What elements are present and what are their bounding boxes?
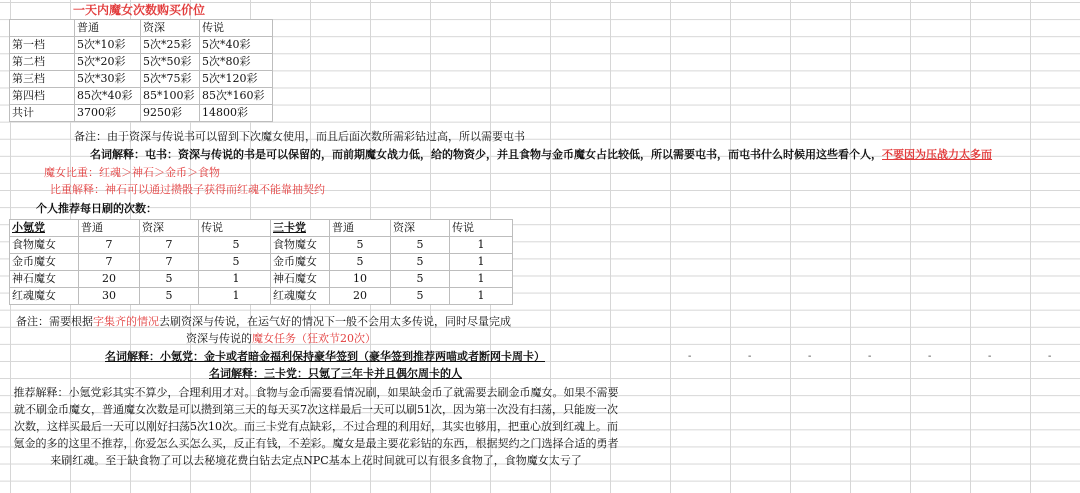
cell[interactable]: 5次*50彩 [141, 54, 200, 71]
cell[interactable]: 5次*20彩 [75, 54, 141, 71]
cell[interactable]: 资深 [391, 220, 450, 237]
cell[interactable]: 资深 [140, 220, 199, 237]
cell[interactable]: 1 [199, 288, 274, 305]
cell[interactable]: 20 [79, 271, 140, 288]
recommend-title: 个人推荐每日刷的次数： [36, 202, 157, 215]
cell[interactable]: 红魂魔女 [10, 288, 79, 305]
dash-mark: - [808, 351, 812, 362]
cell[interactable]: 85次*40彩 [75, 88, 141, 105]
table-row [271, 254, 513, 271]
cell[interactable]: 第四档 [10, 88, 75, 105]
cell[interactable]: 资深 [141, 20, 200, 37]
cell[interactable]: 7 [79, 237, 140, 254]
table-row [10, 54, 273, 71]
table-row [10, 105, 273, 122]
cell[interactable]: 5次*40彩 [200, 37, 273, 54]
cell[interactable]: 7 [140, 237, 199, 254]
cell[interactable]: 5 [199, 254, 274, 271]
table-row [271, 237, 513, 254]
table-row [10, 71, 273, 88]
cell[interactable]: 5 [391, 288, 450, 305]
dash-mark: - [868, 351, 872, 362]
xiaoke-table [9, 219, 274, 305]
cell[interactable]: 食物魔女 [271, 237, 330, 254]
dash-mark: - [688, 351, 692, 362]
table-row [271, 271, 513, 288]
cell[interactable]: 传说 [199, 220, 274, 237]
cell[interactable]: 1 [450, 271, 513, 288]
cell[interactable]: 5次*80彩 [200, 54, 273, 71]
cell[interactable]: 7 [140, 254, 199, 271]
dash-mark: - [988, 351, 992, 362]
cell[interactable]: 5 [330, 254, 391, 271]
cell[interactable]: 第三档 [10, 71, 75, 88]
cell[interactable]: 10 [330, 271, 391, 288]
term-1-text: 名词解释：屯书：资深与传说的书是可以保留的，而前期魔女战力低，给的物资少，并且食物与金币魔女占比较低，所以需要屯书，而屯书什么时候用这些看个人， [90, 148, 882, 161]
cell[interactable]: 5 [330, 237, 391, 254]
ratio-note: 比重解释：神石可以通过攒骰子获得而红魂不能靠抽契约 [50, 183, 325, 196]
cell[interactable]: 7 [79, 254, 140, 271]
cell[interactable]: 小氪党 [10, 220, 79, 237]
cell[interactable]: 3700彩 [75, 105, 141, 122]
cell[interactable]: 食物魔女 [10, 237, 79, 254]
table-row [271, 288, 513, 305]
note-1: 备注：由于资深与传说书可以留到下次魔女使用，而且后面次数所需彩钻过高，所以需要屯书 [74, 130, 525, 143]
table-row [10, 271, 274, 288]
note-3-highlight: 魔女任务（狂欢节20次） [252, 332, 376, 345]
price-table [9, 19, 273, 122]
cell[interactable]: 5 [391, 254, 450, 271]
cell[interactable]: 红魂魔女 [271, 288, 330, 305]
cell[interactable]: 共计 [10, 105, 75, 122]
cell[interactable]: 5 [140, 271, 199, 288]
cell[interactable]: 三卡党 [271, 220, 330, 237]
table-row [10, 37, 273, 54]
sheet-title: 一天内魔女次数购买价位 [73, 3, 206, 17]
cell[interactable]: 5 [199, 237, 274, 254]
note-2-highlight: 字集齐的情况 [93, 315, 159, 328]
cell[interactable]: 神石魔女 [271, 271, 330, 288]
cell[interactable]: 5次*75彩 [141, 71, 200, 88]
term-2: 名词解释：小氪党：金卡或者暗金福利保持豪华签到（豪华签到推荐两喵或者断网卡周卡） [105, 350, 545, 363]
cell[interactable]: 普通 [330, 220, 391, 237]
note-2 [16, 313, 511, 330]
cell[interactable]: 30 [79, 288, 140, 305]
note-3 [186, 330, 376, 347]
cell[interactable]: 传说 [200, 20, 273, 37]
cell[interactable]: 85*100彩 [141, 88, 200, 105]
cell[interactable]: 普通 [79, 220, 140, 237]
table-row [10, 220, 274, 237]
cell[interactable]: 金币魔女 [10, 254, 79, 271]
term-3: 名词解释：三卡党：只氪了三年卡并且偶尔周卡的人 [209, 367, 462, 380]
ratio-line: 魔女比重：红魂＞神石＞金币＞食物 [44, 166, 220, 179]
table-row [10, 237, 274, 254]
cell[interactable] [10, 20, 75, 37]
cell[interactable]: 5 [140, 288, 199, 305]
cell[interactable]: 20 [330, 288, 391, 305]
term-1-warning: 不要因为压战力太多而 [882, 148, 992, 161]
cell[interactable]: 5次*25彩 [141, 37, 200, 54]
cell[interactable]: 1 [450, 254, 513, 271]
cell[interactable]: 1 [199, 271, 274, 288]
note-2-b: 去刷资深与传说，在运气好的情况下一般不会用太多传说，同时尽量完成 [159, 315, 511, 328]
cell[interactable]: 传说 [450, 220, 513, 237]
dash-mark: - [748, 351, 752, 362]
price-table-header [10, 20, 273, 37]
table-row [10, 288, 274, 305]
cell[interactable]: 第二档 [10, 54, 75, 71]
cell[interactable]: 5 [391, 271, 450, 288]
cell[interactable]: 第一档 [10, 37, 75, 54]
sanka-table [270, 219, 513, 305]
table-row [10, 88, 273, 105]
cell[interactable]: 14800彩 [200, 105, 273, 122]
cell[interactable]: 9250彩 [141, 105, 200, 122]
cell[interactable]: 1 [450, 288, 513, 305]
cell[interactable]: 5次*10彩 [75, 37, 141, 54]
note-3-a: 资深与传说的 [186, 332, 252, 345]
note-2-a: 备注：需要根据 [16, 315, 93, 328]
cell[interactable]: 普通 [75, 20, 141, 37]
dash-mark: - [928, 351, 932, 362]
table-row [10, 254, 274, 271]
cell[interactable]: 5次*120彩 [200, 71, 273, 88]
table-row [271, 220, 513, 237]
cell[interactable]: 5次*30彩 [75, 71, 141, 88]
term-1 [90, 146, 992, 163]
cell[interactable]: 神石魔女 [10, 271, 79, 288]
cell[interactable]: 85次*160彩 [200, 88, 273, 105]
dash-mark: - [1048, 351, 1052, 362]
cell[interactable]: 金币魔女 [271, 254, 330, 271]
cell[interactable]: 5 [391, 237, 450, 254]
recommend-paragraph: 推荐解释：小氪党彩其实不算少，合理利用才对。食物与金币需要看情况刷，如果缺金币了就需要去刷金币魔女。如果不需要就不刷金币魔女，普通魔女次数是可以攒到第三天的每天买7次这样最后一天可以刷51次，因为第一次没有扫荡，只能废一次次数，这样买最后一天可以刚好扫荡5次10次。而三卡党有点缺彩，不过合理的利用好，其实也够用，把重心放到红魂上。而氪金的多的这里不推荐，你爱怎么买怎么买，反正有钱，不差彩。魔女是最主要花彩钻的东西，根据契约之门选择合适的勇者来刷红魂。至于缺食物了可以去秘境花费白钻去定点NPC基本上花时间就可以有很多食物了，食物魔女太亏了 [13, 386, 619, 467]
cell[interactable]: 1 [450, 237, 513, 254]
